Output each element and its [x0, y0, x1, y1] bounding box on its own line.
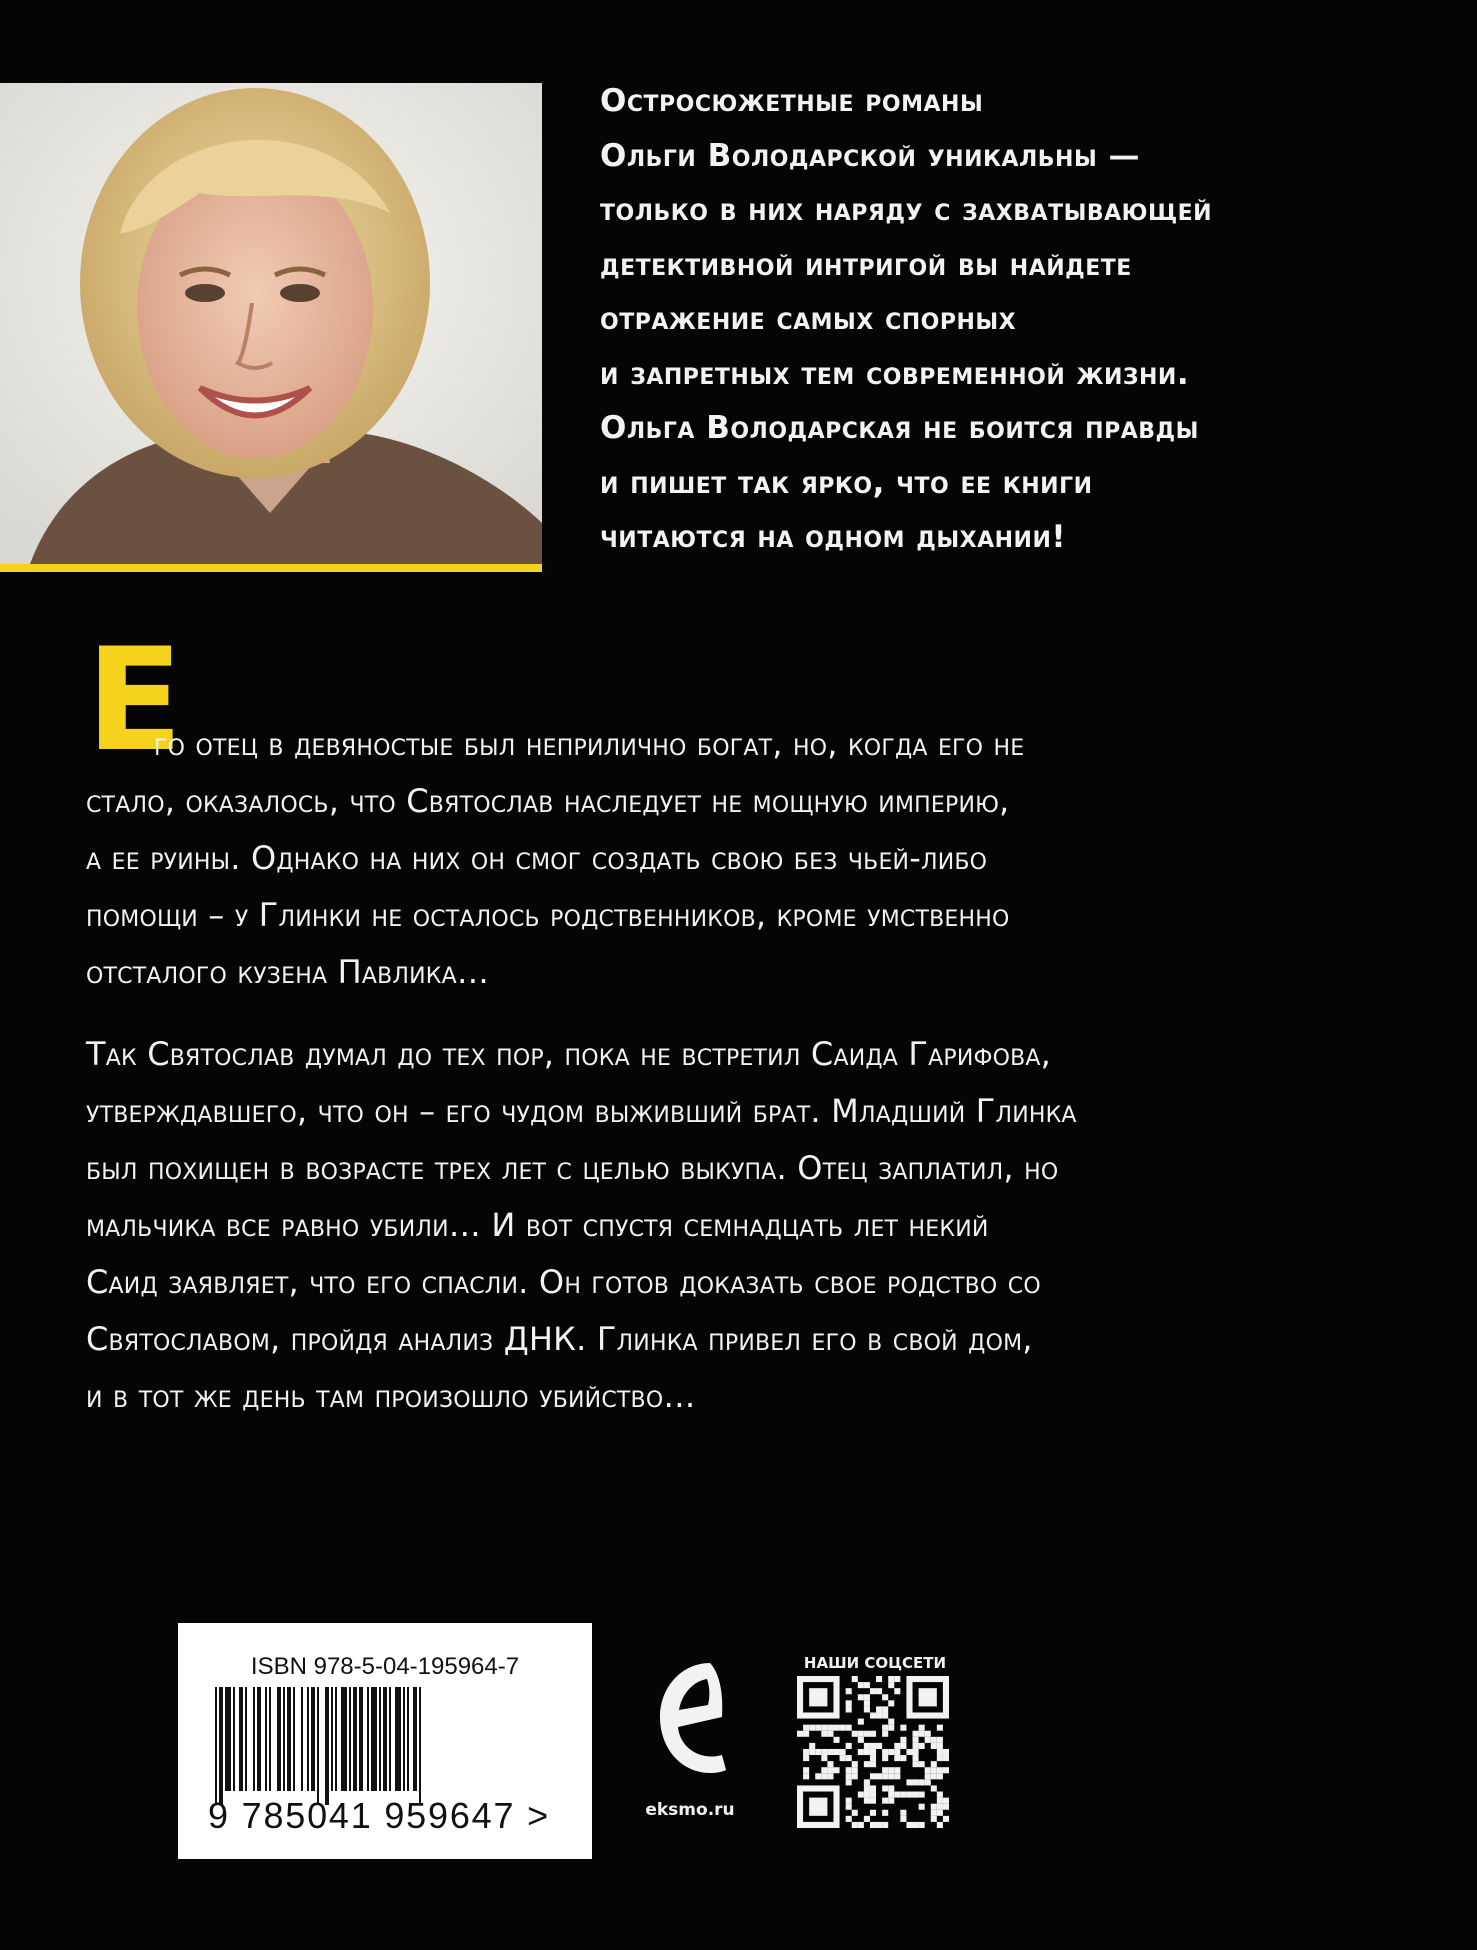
blurb-line: Ольга Володарская не боится правды [600, 410, 1199, 446]
story-paragraph-1 [86, 618, 1025, 1001]
story-line: мальчика все равно убили… И вот спустя семнадцать лет некий [86, 1206, 989, 1244]
blurb-line: только в них наряду с захватывающей [600, 192, 1213, 228]
barcode-icon [213, 1687, 557, 1807]
story-line: Так Святослав думал до тех пор, пока не встретил Саида Гарифова, [86, 1035, 1052, 1073]
blurb-line: Остросюжетные романы [600, 83, 984, 119]
story-line: Святославом, пройдя анализ ДНК. Глинка привел его в свой дом, [86, 1320, 1033, 1358]
blurb-line: и запретных тем современной жизни. [600, 355, 1190, 392]
story-line: утверждавшего, что он – его чудом выживший брат. Младший Глинка [86, 1092, 1077, 1130]
story-line: а ее руины. Однако на них он смог создать свою без чьей-либо [86, 839, 988, 877]
qr-code-icon[interactable] [797, 1676, 949, 1828]
isbn-label: ISBN 978-5-04-195964-7 [250, 1653, 520, 1680]
eksmo-logo-icon [652, 1655, 732, 1785]
story-line: был похищен в возрасте трех лет с целью выкупа. Отец заплатил, но [86, 1149, 1059, 1187]
isbn-digits: 9 785041 959647 > [208, 1795, 550, 1836]
author-photo [0, 83, 542, 572]
story-line: помощи – у Глинки не осталось родственников, кроме умственно [86, 896, 1010, 934]
author-blurb [600, 74, 1450, 565]
publisher-site[interactable]: eksmo.ru [645, 1800, 735, 1820]
blurb-line: отражение самых спорных [600, 301, 1017, 337]
story-paragraph-2 [86, 1026, 1077, 1425]
story-line: стало, оказалось, что Святослав наследует не мощную империю, [86, 782, 1010, 820]
social-label: НАШИ СОЦСЕТИ [803, 1654, 947, 1672]
blurb-line: Ольги Володарской уникальны — [600, 137, 1141, 174]
drop-cap: Е [86, 618, 184, 783]
blurb-line: читаются на одном дыхании! [600, 519, 1067, 555]
blurb-line: детективной интригой вы найдете [600, 246, 1132, 283]
story-line: го отец в девяностые был неприлично богат, но, когда его не [154, 725, 1025, 763]
blurb-line: и пишет так ярко, что ее книги [600, 464, 1093, 501]
story-line: и в тот же день там произошло убийство… [86, 1377, 696, 1415]
barcode-box [178, 1623, 592, 1859]
author-portrait-icon [0, 83, 542, 564]
story-line: Саид заявляет, что его спасли. Он готов доказать свое родство со [86, 1263, 1041, 1301]
story-line: отсталого кузена Павлика… [86, 953, 490, 991]
